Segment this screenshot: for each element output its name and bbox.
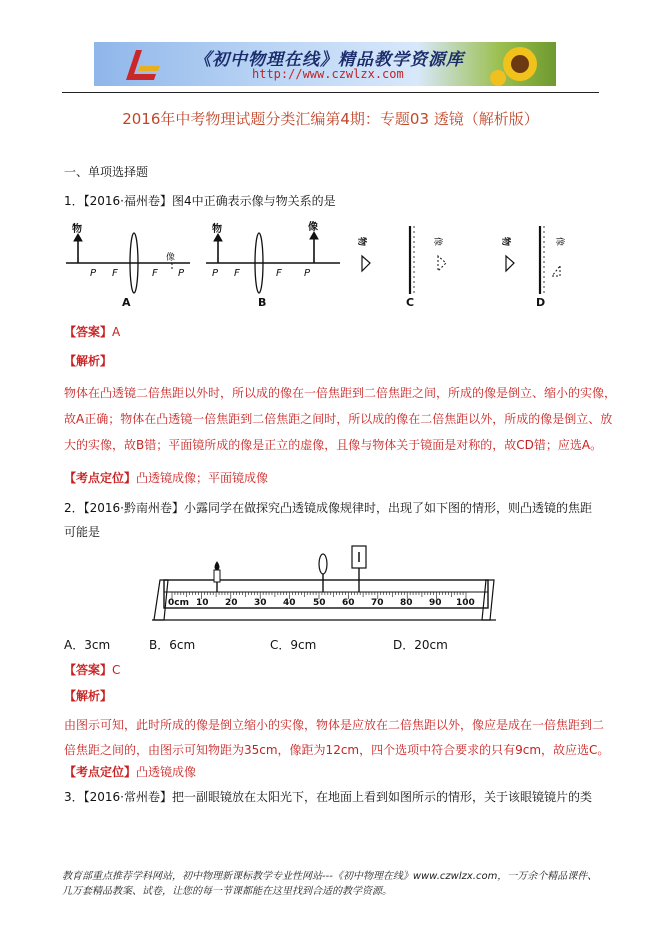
- banner-title: 《初中物理在线》精品教学资源库: [194, 50, 464, 70]
- q2-keypoint-label: 【考点定位】: [64, 765, 137, 779]
- q1-keypoint-label: 【考点定位】: [64, 471, 137, 485]
- q2-answer-value: C: [112, 663, 121, 677]
- q1-keypoint: [64, 469, 268, 486]
- ruler-label: 80: [400, 598, 413, 608]
- label-p1-a: P: [90, 268, 97, 279]
- diagram-d: [500, 226, 566, 309]
- label-obj-a: 物: [72, 224, 82, 235]
- ruler-label: 10: [196, 598, 209, 608]
- q1-analysis-line: 大的实像，故B错；平面镜所成的像是正立的虚像，且像与物体关于镜面是对称的，故CD错；应选A。: [64, 438, 603, 452]
- q1-analysis-label: 【解析】: [64, 354, 113, 368]
- q2-analysis-line: 倍焦距之间的，由图示可知物距为35cm，像距为12cm，四个选项中符合要求的只有9cm，故应选C。: [64, 743, 610, 757]
- q1-stem: 1．【2016·福州卷】图4中正确表示像与物关系的是: [64, 194, 336, 208]
- q2-analysis-line: 由图示可知，此时所成的像是倒立缩小的实像，物体是应放在二倍焦距以外，像应是成在一倍焦距到二: [64, 718, 605, 732]
- label-img-a: 像: [166, 253, 176, 263]
- footer-line: 教育部重点推荐学科网站，初中物理新课标教学专业性网站---《初中物理在线》www.czwlzx.com，一万余个精品课件、: [62, 871, 598, 882]
- q2-analysis: [64, 713, 609, 763]
- q2-keypoint-value: 凸透镜成像: [136, 765, 197, 779]
- document-title: 2016年中考物理试题分类汇编第4期：专题03 透镜（解析版）: [122, 110, 539, 128]
- diagram-b: [206, 220, 340, 309]
- label-f1-a: F: [112, 268, 118, 279]
- label-f1-b: F: [234, 268, 240, 279]
- site-logo-icon: [116, 44, 166, 84]
- section-heading: 一、单项选择题: [64, 165, 149, 179]
- label-img-d: 像: [554, 237, 564, 247]
- ruler-label: 70: [371, 598, 384, 608]
- ruler-label: 20: [225, 598, 238, 608]
- q1-analysis: [64, 380, 616, 458]
- diagram-c: [356, 226, 446, 309]
- q3-stem: 3．【2016·常州卷】把一副眼镜放在太阳光下，在地面上看到如图所示的情形，关于该眼镜镜片的类: [64, 790, 592, 804]
- ruler-label: 0cm: [168, 598, 189, 608]
- q1-figure: [62, 216, 562, 314]
- ruler-label: 90: [429, 598, 442, 608]
- optical-bench-figure: [150, 540, 500, 622]
- label-f2-a: F: [152, 268, 158, 279]
- page-footer: [62, 869, 602, 899]
- q2-keypoint: [64, 763, 196, 780]
- ruler-label: 60: [342, 598, 355, 608]
- q1-keypoint-value: 凸透镜成像；平面镜成像: [136, 471, 269, 485]
- sunflower-icon: [490, 44, 550, 84]
- q2-answer-label: 【答案】: [64, 663, 113, 677]
- ruler-label: 40: [283, 598, 296, 608]
- label-f2-b: F: [276, 268, 282, 279]
- label-p2-b: P: [304, 268, 311, 279]
- label-img-c: 像: [432, 237, 442, 247]
- q2-option-a: A．3cm: [64, 638, 111, 652]
- q1-answer-value: A: [112, 325, 121, 339]
- header-divider: [62, 92, 599, 93]
- footer-line: 几万套精品教案、试卷，让您的每一节课都能在这里找到合适的教学资源。: [62, 886, 392, 897]
- ruler-label: 30: [254, 598, 267, 608]
- q2-option-c: C．9cm: [270, 638, 317, 652]
- q2-option-d: D．20cm: [393, 638, 448, 652]
- q2-stem-line: 可能是: [64, 525, 101, 539]
- q1-answer-label: 【答案】: [64, 325, 113, 339]
- label-c: C: [406, 296, 415, 309]
- diagram-a: [66, 222, 190, 309]
- q2-stem-line: 2．【2016·黔南州卷】小露同学在做探究凸透镜成像规律时，出现了如下图的情形，则凸透镜的焦距: [64, 501, 592, 515]
- label-b: B: [258, 296, 267, 309]
- label-obj-b: 物: [212, 224, 222, 235]
- q1-analysis-line: 物体在凸透镜二倍焦距以外时，所以成的像在一倍焦距到二倍焦距之间，所成的像是倒立、缩小的实像，: [64, 386, 617, 400]
- label-d: D: [536, 296, 546, 309]
- q2-stem: [64, 496, 592, 544]
- q1-answer: [64, 323, 120, 340]
- label-obj-d: 物: [500, 237, 510, 247]
- q2-answer: [64, 661, 120, 678]
- q1-analysis-line: 故A正确；物体在凸透镜一倍焦距到二倍焦距之间时，所以成的像在二倍焦距以外，所成的像是倒立、放: [64, 412, 613, 426]
- ruler-label: 100: [456, 598, 475, 608]
- label-a: A: [122, 296, 131, 309]
- label-obj-c: 物: [356, 237, 366, 247]
- banner-url[interactable]: http://www.czwlzx.com: [252, 67, 404, 81]
- label-img-b: 像: [308, 222, 318, 233]
- ruler-label: 50: [313, 598, 326, 608]
- label-p1-b: P: [212, 268, 219, 279]
- label-p2-a: P: [178, 268, 185, 279]
- q2-option-b: B．6cm: [149, 638, 196, 652]
- header-banner: [94, 42, 556, 86]
- q2-analysis-label: 【解析】: [64, 689, 113, 703]
